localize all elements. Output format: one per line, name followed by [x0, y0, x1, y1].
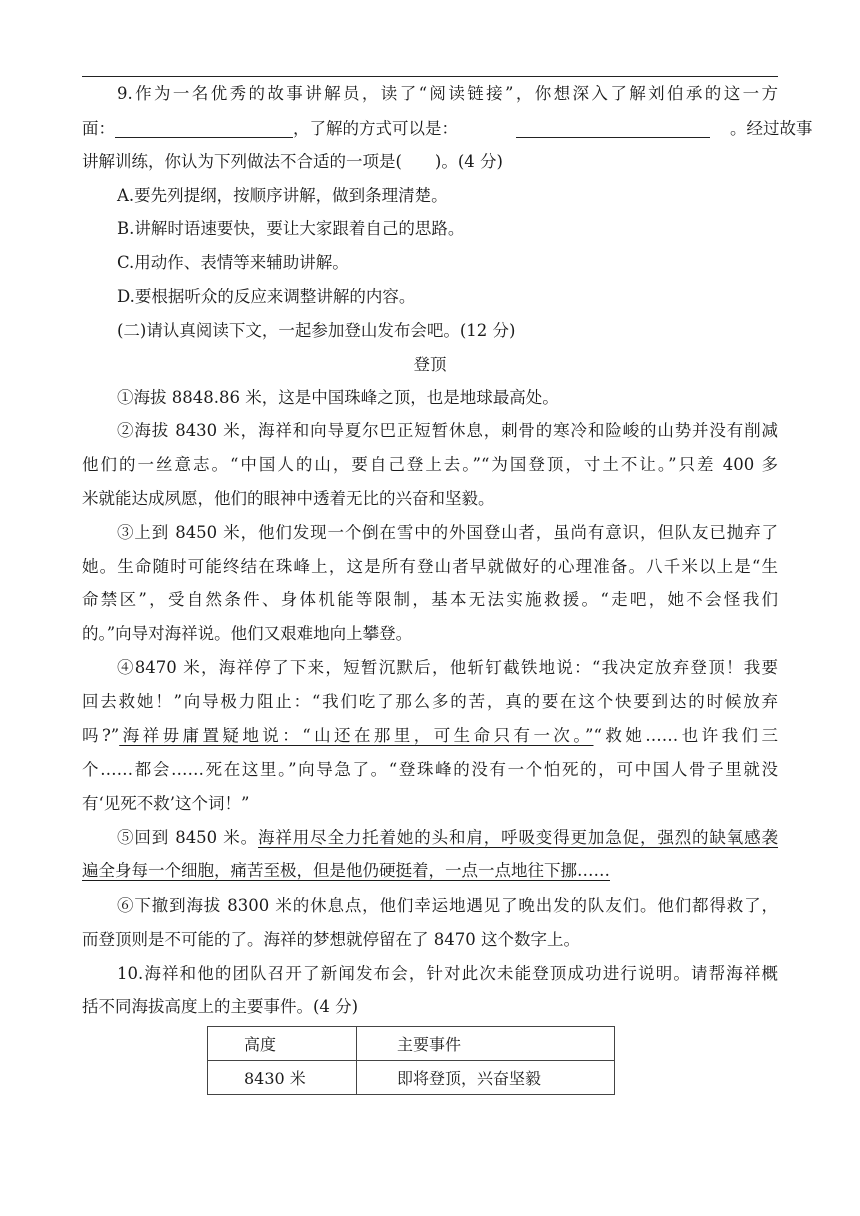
- passage-paragraph-3-line-4: 的。”向导对海祥说。他们又艰难地向上攀登。: [82, 624, 413, 643]
- passage-paragraph-1: ①海拔 8848.86 米，这是中国珠峰之顶，也是地球最高处。: [117, 388, 559, 407]
- q9-option-d: D.要根据听众的反应来调整讲解的内容。: [117, 287, 416, 306]
- q10-line-2: 括不同海拔高度上的主要事件。(4 分): [82, 997, 359, 1016]
- q9-line-1: 9.作为一名优秀的故事讲解员，读了“阅读链接”，你想深入了解刘伯承的这一方: [117, 84, 778, 103]
- section-2-intro: (二)请认真阅读下文，一起参加登山发布会吧。(12 分): [117, 321, 516, 340]
- table-row: [208, 1061, 615, 1095]
- passage-paragraph-3-line-1: ③上到 8450 米，他们发现一个倒在雪中的外国登山者，虽尚有意识，但队友已抛弃了: [117, 523, 778, 542]
- q9-option-b: B.讲解时语速要快，要让大家跟着自己的思路。: [117, 219, 465, 238]
- paragraph-5-start: ⑤回到 8450 米。: [117, 828, 259, 847]
- q9-line-2-end: 。经过故事: [730, 119, 813, 138]
- header-rule: [82, 76, 778, 77]
- passage-paragraph-2-line-3: 米就能达成夙愿，他们的眼神中透着无比的兴奋和坚毅。: [82, 489, 495, 508]
- passage-paragraph-5-line-2: [82, 860, 778, 882]
- q9-answer-blank-2[interactable]: [516, 119, 710, 138]
- passage-paragraph-6-line-2: 而登顶则是不可能的了。海祥的梦想就停留在了 8470 这个数字上。: [82, 930, 580, 949]
- table-header-altitude: 高度: [208, 1027, 357, 1061]
- passage-paragraph-4-line-1: ④8470 米，海祥停了下来，短暂沉默后，他斩钉截铁地说：“我决定放弃登顶！我要: [117, 658, 778, 677]
- passage-paragraph-2-line-2: 他们的一丝意志。“中国人的山，要自己登上去。”“为国登顶，寸土不让。”只差 400 多: [82, 455, 778, 474]
- q9-answer-blank-1[interactable]: [115, 119, 293, 138]
- passage-paragraph-2-line-1: ②海拔 8430 米，海祥和向导夏尔巴正短暂休息，刺骨的寒冷和险峻的山势并没有削减: [117, 421, 778, 440]
- q9-line-3: 讲解训练，你认为下列做法不合适的一项是( )。(4 分): [82, 152, 503, 171]
- paragraph-4-line-3-start: 吗?”: [82, 726, 120, 745]
- q9-option-c: C.用动作、表情等来辅助讲解。: [117, 253, 349, 272]
- q9-line-2-start: 面：: [82, 119, 115, 138]
- passage-paragraph-3-line-3: 命禁区”，受自然条件、身体机能等限制，基本无法实施救援。“走吧，她不会怪我们: [82, 590, 778, 609]
- passage-paragraph-3-line-2: 她。生命随时可能终结在珠峰上，这是所有登山者早就做好的心理准备。八千米以上是“生: [82, 557, 778, 576]
- q9-line-2: [82, 118, 813, 140]
- table-cell-event: 即将登顶，兴奋坚毅: [357, 1061, 615, 1095]
- table-header-event: 主要事件: [357, 1027, 615, 1061]
- q9-line-2-mid: ，了解的方式可以是：: [293, 119, 458, 138]
- underlined-sentence-2: 海祥用尽全力托着她的头和肩，呼吸变得更加急促，强烈的缺氧感袭: [258, 828, 779, 847]
- passage-title: 登顶: [413, 355, 447, 374]
- passage-paragraph-6-line-1: ⑥下撤到海拔 8300 米的休息点，他们幸运地遇见了晚出发的队友们。他们都得救了，: [117, 896, 778, 915]
- paragraph-4-line-3-end: “救她……也许我们三: [593, 726, 778, 745]
- events-table: [207, 1026, 615, 1095]
- passage-paragraph-4-line-2: 回去救她！”向导极力阻止：“我们吃了那么多的苦，真的要在这个快要到达的时候放弃: [82, 692, 778, 711]
- underlined-sentence-2-cont: 遍全身每一个细胞，痛苦至极，但是他仍硬挺着，一点一点地往下挪……: [82, 861, 610, 880]
- passage-paragraph-4-line-5: 有‘见死不救’这个词！”: [82, 794, 250, 813]
- passage-paragraph-4-line-4: 个……都会……死在这里。”向导急了。“登珠峰的没有一个怕死的，可中国人骨子里就没: [82, 760, 778, 779]
- underlined-sentence-1: 海祥毋庸置疑地说：“山还在那里，可生命只有一次。”: [119, 726, 594, 745]
- q10-line-1: 10.海祥和他的团队召开了新闻发布会，针对此次未能登顶成功进行说明。请帮海祥概: [117, 964, 778, 983]
- table-header-row: [208, 1027, 615, 1061]
- passage-paragraph-4-line-3: [82, 725, 778, 747]
- q9-option-a: A.要先列提纲，按顺序讲解，做到条理清楚。: [117, 186, 448, 205]
- passage-paragraph-5-line-1: [117, 827, 778, 849]
- table-cell-altitude: 8430 米: [208, 1061, 357, 1095]
